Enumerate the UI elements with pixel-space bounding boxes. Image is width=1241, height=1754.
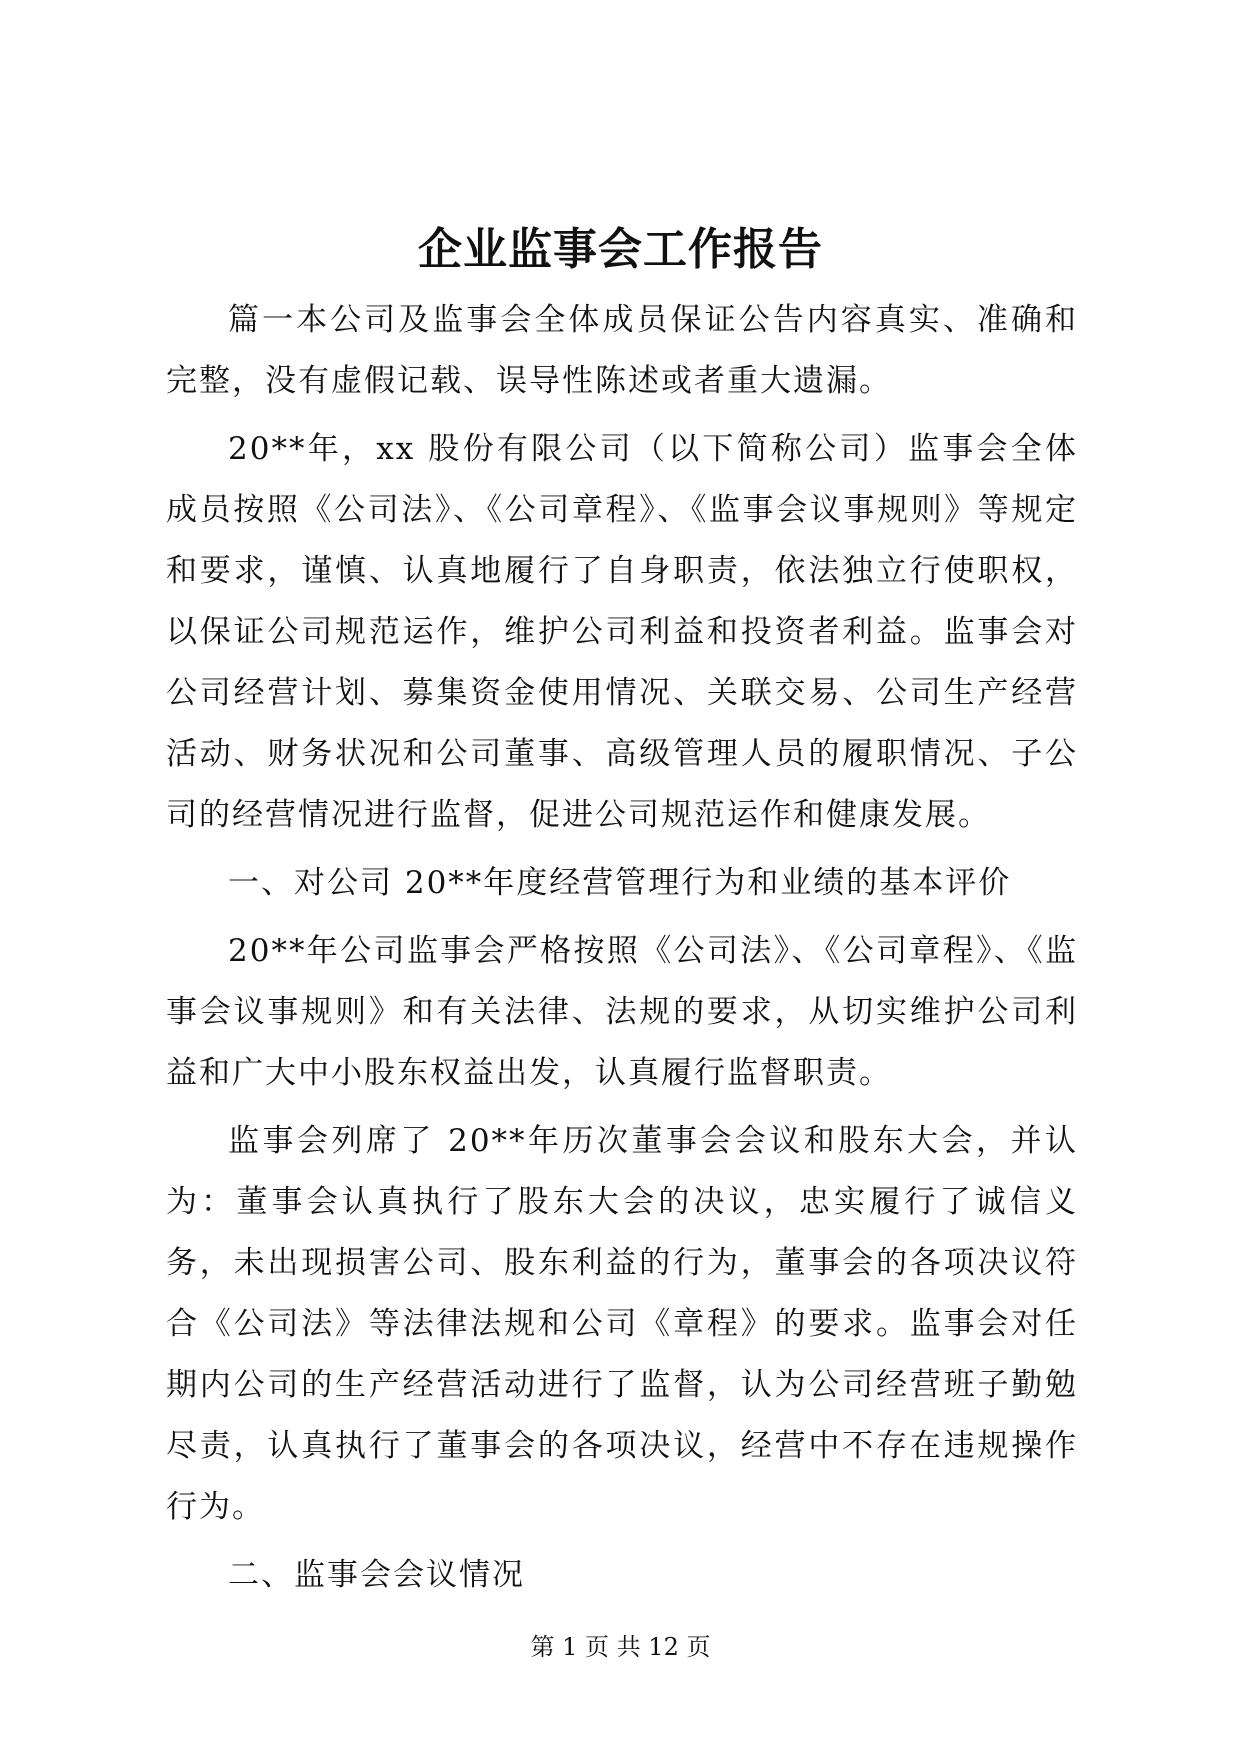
document-title: 企业监事会工作报告 [418,224,823,275]
paragraph: 监事会列席了 20**年历次董事会会议和股东大会，并认为：董事会认真执行了股东大会的决议，忠实履行了诚信义务，未出现损害公司、股东利益的行为，董事会的各项决议符合《公司法》等法律法规和公司《章程》的要求。监事会对任期内公司的生产经营活动进行了监督，认为公司经营班子勤勉尽责，认真执行了董事会的各项决议，经营中不存在违规操作行为。 [166,1123,1078,1525]
paragraph: 篇一本公司及监事会全体成员保证公告内容真实、准确和完整，没有虚假记载、误导性陈述或者重大遗漏。 [166,302,1078,399]
section-heading: 一、对公司 20**年度经营管理行为和业绩的基本评价 [228,865,1012,901]
section-heading: 二、监事会会议情况 [228,1557,525,1593]
document-body [166,290,1078,1606]
paragraph: 20**年公司监事会严格按照《公司法》、《公司章程》、《监事会议事规则》和有关法律、法规的要求，从切实维护公司利益和广大中小股东权益出发，认真履行监督职责。 [166,933,1078,1091]
page-footer: 第 1 页 共 12 页 [530,1633,711,1661]
paragraph: 20**年，xx 股份有限公司（以下简称公司）监事会全体成员按照《公司法》、《公司章程》、《监事会议事规则》等规定和要求，谨慎、认真地履行了自身职责，依法独立行使职权，以保证公司规范运作，维护公司利益和投资者利益。监事会对公司经营计划、募集资金使用情况、关联交易、公司生产经营活动、财务状况和公司董事、高级管理人员的履职情况、子公司的经营情况进行监督，促进公司规范运作和健康发展。 [166,431,1078,833]
